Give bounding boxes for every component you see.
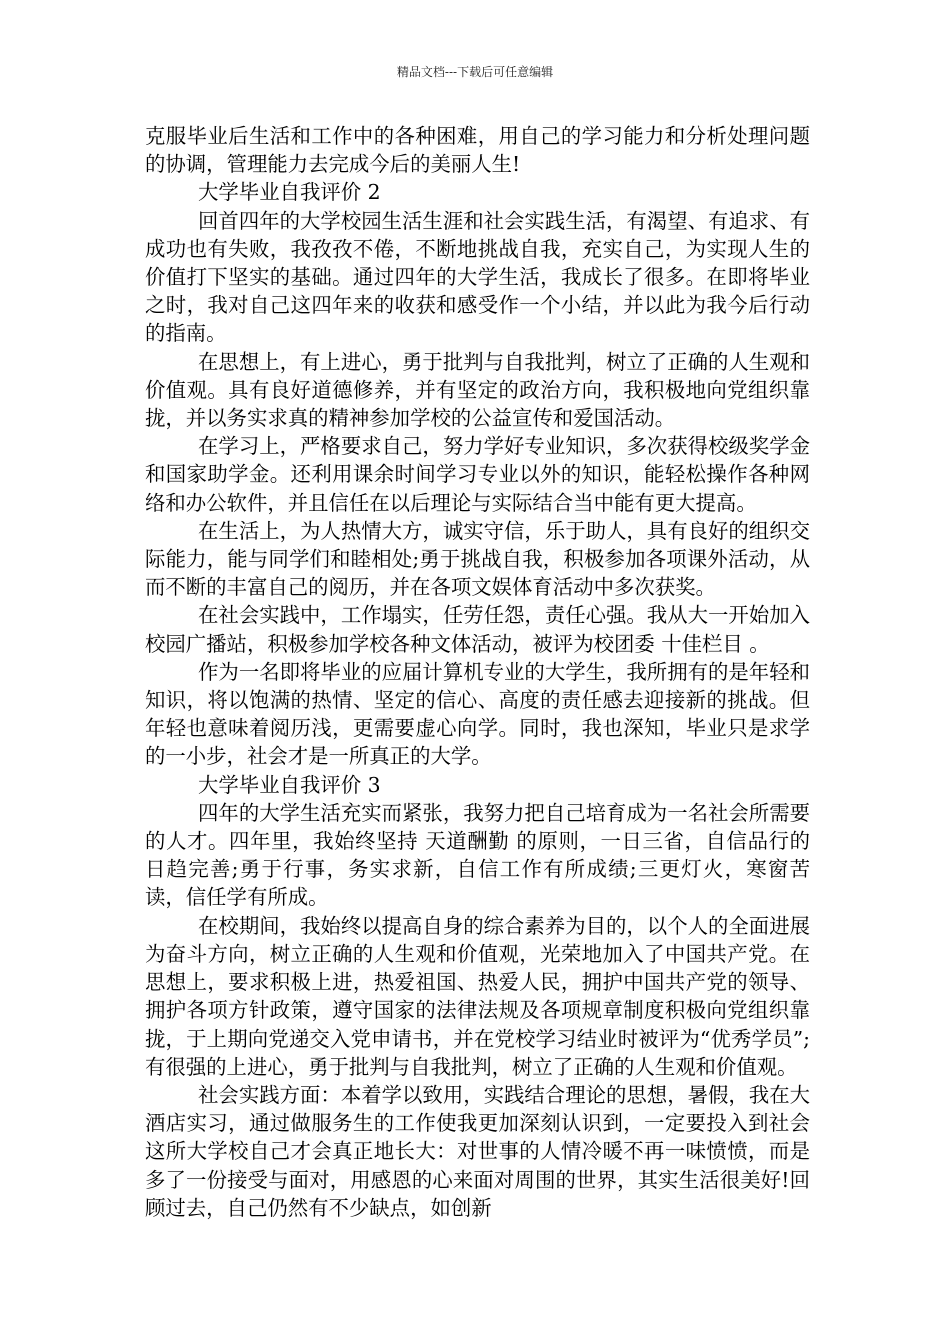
- section-heading-3: 大学毕业自我评价 3: [198, 772, 381, 797]
- page-header: 精品文档---下载后可任意编辑: [396, 65, 554, 79]
- paragraph-3: 在思想上，有上进心，勇于批判与自我批判，树立了正确的人生观和价值观。具有良好道德修养，并有坚定的政治方向，我积极地向党组织靠拢，并以务实求真的精神参加学校的公益宣传和爱国活动。: [145, 349, 810, 431]
- paragraph-7: 作为一名即将毕业的应届计算机专业的大学生，我所拥有的是年轻和知识，将以饱满的热情、坚定的信心、高度的责任感去迎接新的挑战。但年轻也意味着阅历浅，更需要虚心向学。同时，我也深知，毕业只是求学的一小步，社会才是一所真正的大学。: [145, 659, 810, 769]
- paragraph-4: 在学习上，严格要求自己，努力学好专业知识，多次获得校级奖学金和国家助学金。还利用课余时间学习专业以外的知识，能轻松操作各种网络和办公软件，并且信任在以后理论与实际结合当中能有更大提高。: [145, 434, 810, 515]
- paragraph-2: 回首四年的大学校园生活生涯和社会实践生活，有渴望、有追求、有成功也有失败，我孜孜不倦，不断地挑战自我，充实自己，为实现人生的价值打下坚实的基础。通过四年的大学生活，我成长了很多。在即将毕业之时，我对自己这四年来的收获和感受作一个小结，并以此为我今后行动的指南。: [145, 208, 810, 346]
- document-body: [145, 122, 810, 1222]
- paragraph-10: 在校期间，我始终以提高自身的综合素养为目的，以个人的全面进展为奋斗方向，树立正确的人生观和价值观，光荣地加入了中国共产党。在思想上，要求积极上进，热爱祖国、热爱人民，拥护中国共产党的领导、拥护各项方针政策，遵守国家的法律法规及各项规章制度积极向党组织靠拢，于上期向党递交入党申请书，并在党校学习结业时被评为“优秀学员”;有很强的上进心，勇于批判与自我批判，树立了正确的人生观和价值观。: [145, 913, 810, 1079]
- paragraph-0: 克服毕业后生活和工作中的各种困难，用自己的学习能力和分析处理问题的协调，管理能力去完成今后的美丽人生!: [145, 124, 810, 177]
- paragraph-5: 在生活上，为人热情大方，诚实守信，乐于助人，具有良好的组织交际能力，能与同学们和睦相处;勇于挑战自我，积极参加各项课外活动，从而不断的丰富自己的阅历，并在各项文娱体育活动中多次获奖。: [145, 518, 810, 600]
- section-heading-2: 大学毕业自我评价 2: [198, 180, 381, 205]
- paragraph-6: 在社会实践中，工作塌实，任劳任怨，责任心强。我从大一开始加入校园广播站，积极参加学校各种文体活动，被评为校团委 十佳栏目 。: [145, 603, 810, 656]
- paragraph-11: 社会实践方面：本着学以致用，实践结合理论的思想，暑假，我在大酒店实习，通过做服务生的工作使我更加深刻认识到，一定要投入到社会这所大学校自己才会真正地长大：对世事的人情冷暖不再一味愤愤，而是多了一份接受与面对，用感恩的心来面对周围的世界，其实生活很美好!回顾过去，自己仍然有不少缺点，如创新: [145, 1082, 810, 1220]
- paragraph-9: 四年的大学生活充实而紧张，我努力把自己培育成为一名社会所需要的人才。四年里，我始终坚持 天道酬勤 的原则，一日三省，自信品行的日趋完善;勇于行事，务实求新，自信工作有所成绩;三更灯火，寒窗苦读，信任学有所成。: [145, 800, 810, 910]
